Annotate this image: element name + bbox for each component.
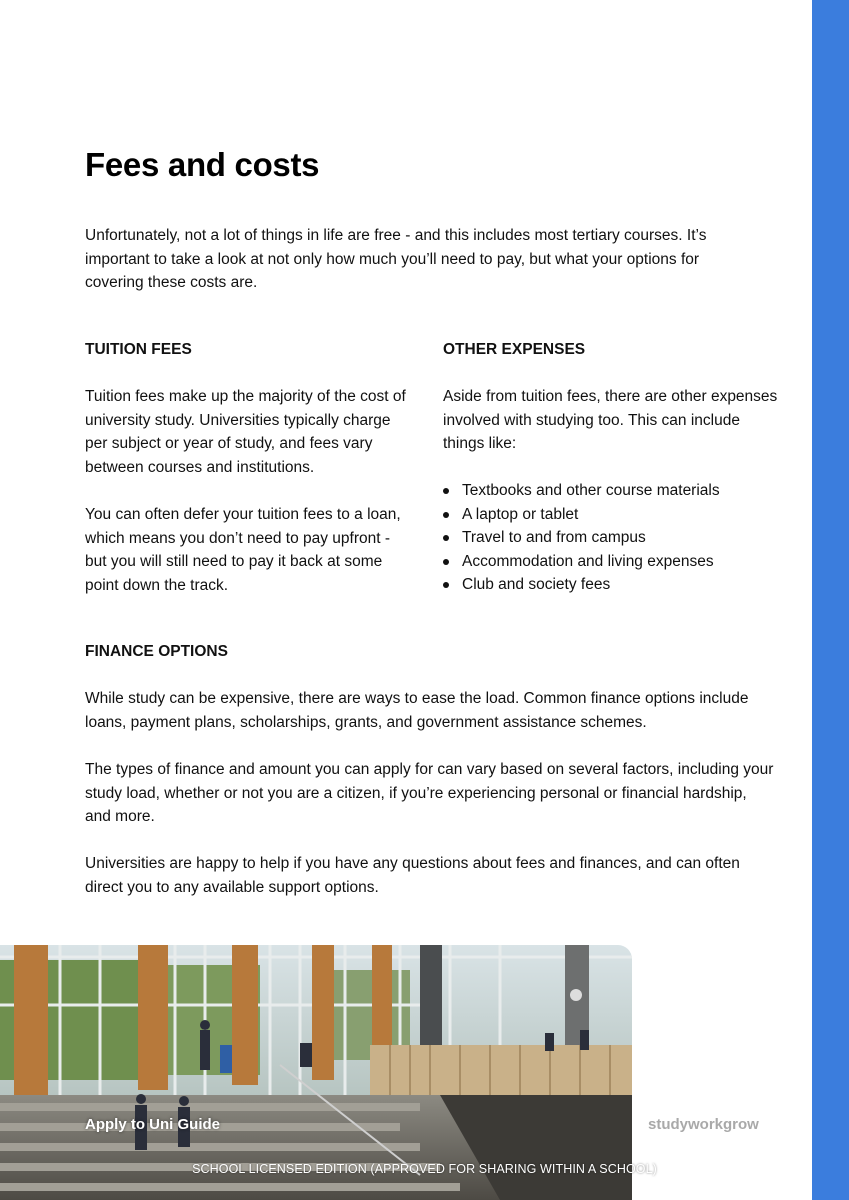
finance-options-heading: FINANCE OPTIONS (85, 643, 228, 660)
list-item (443, 573, 720, 597)
bullet-icon (443, 535, 449, 541)
finance-paragraph-3: Universities are happy to help if you have any questions about fees and finances, and can often direct you to any available support options. (85, 855, 740, 896)
list-item-text: Textbooks and other course materials (462, 482, 720, 499)
finance-paragraph-1: While study can be expensive, there are ways to ease the load. Common finance options include loans, payment plans, scholarships, grants, and government assistance schemes. (85, 690, 749, 731)
guide-title-footer: Apply to Uni Guide (85, 1116, 220, 1133)
tuition-paragraph-1: Tuition fees make up the majority of the cost of university study. Universities typically charge per subject or year of study, and fees vary between courses and institutions. (85, 388, 406, 476)
expenses-list (443, 479, 720, 597)
brand-logo-text: studyworkgrow (648, 1116, 759, 1133)
list-item-text: Travel to and from campus (462, 529, 646, 546)
bullet-icon (443, 512, 449, 518)
bullet-icon (443, 582, 449, 588)
list-item (443, 479, 720, 503)
list-item-text: Club and society fees (462, 576, 611, 593)
accent-side-bar (812, 0, 849, 1200)
other-expenses-paragraph: Aside from tuition fees, there are other expenses involved with studying too. This can include things like: (443, 388, 778, 452)
list-item (443, 503, 720, 527)
other-expenses-heading: OTHER EXPENSES (443, 341, 586, 358)
license-notice: SCHOOL LICENSED EDITION (APPROVED FOR SHARING WITHIN A SCHOOL) (192, 1162, 657, 1176)
list-item (443, 526, 720, 550)
list-item-text: Accommodation and living expenses (462, 552, 714, 570)
finance-paragraph-2: The types of finance and amount you can apply for can vary based on several factors, including your study load, whether or not you are a citizen, if you’re experiencing personal or financial hardship, and more. (85, 761, 774, 825)
tuition-fees-heading: TUITION FEES (85, 341, 192, 358)
intro-paragraph: Unfortunately, not a lot of things in life are free - and this includes most tertiary courses. It’s important to take a look at not only how much you’ll need to pay, but what your options for covering these costs are. (85, 227, 707, 291)
bullet-icon (443, 488, 449, 494)
list-item-text: A laptop or tablet (462, 505, 579, 523)
bullet-icon (443, 559, 449, 565)
list-item (443, 550, 720, 574)
page-title: Fees and costs (85, 146, 320, 183)
tuition-paragraph-2: You can often defer your tuition fees to a loan, which means you don’t need to pay upfront - but you will still need to pay it back at some point down the track. (85, 506, 401, 594)
